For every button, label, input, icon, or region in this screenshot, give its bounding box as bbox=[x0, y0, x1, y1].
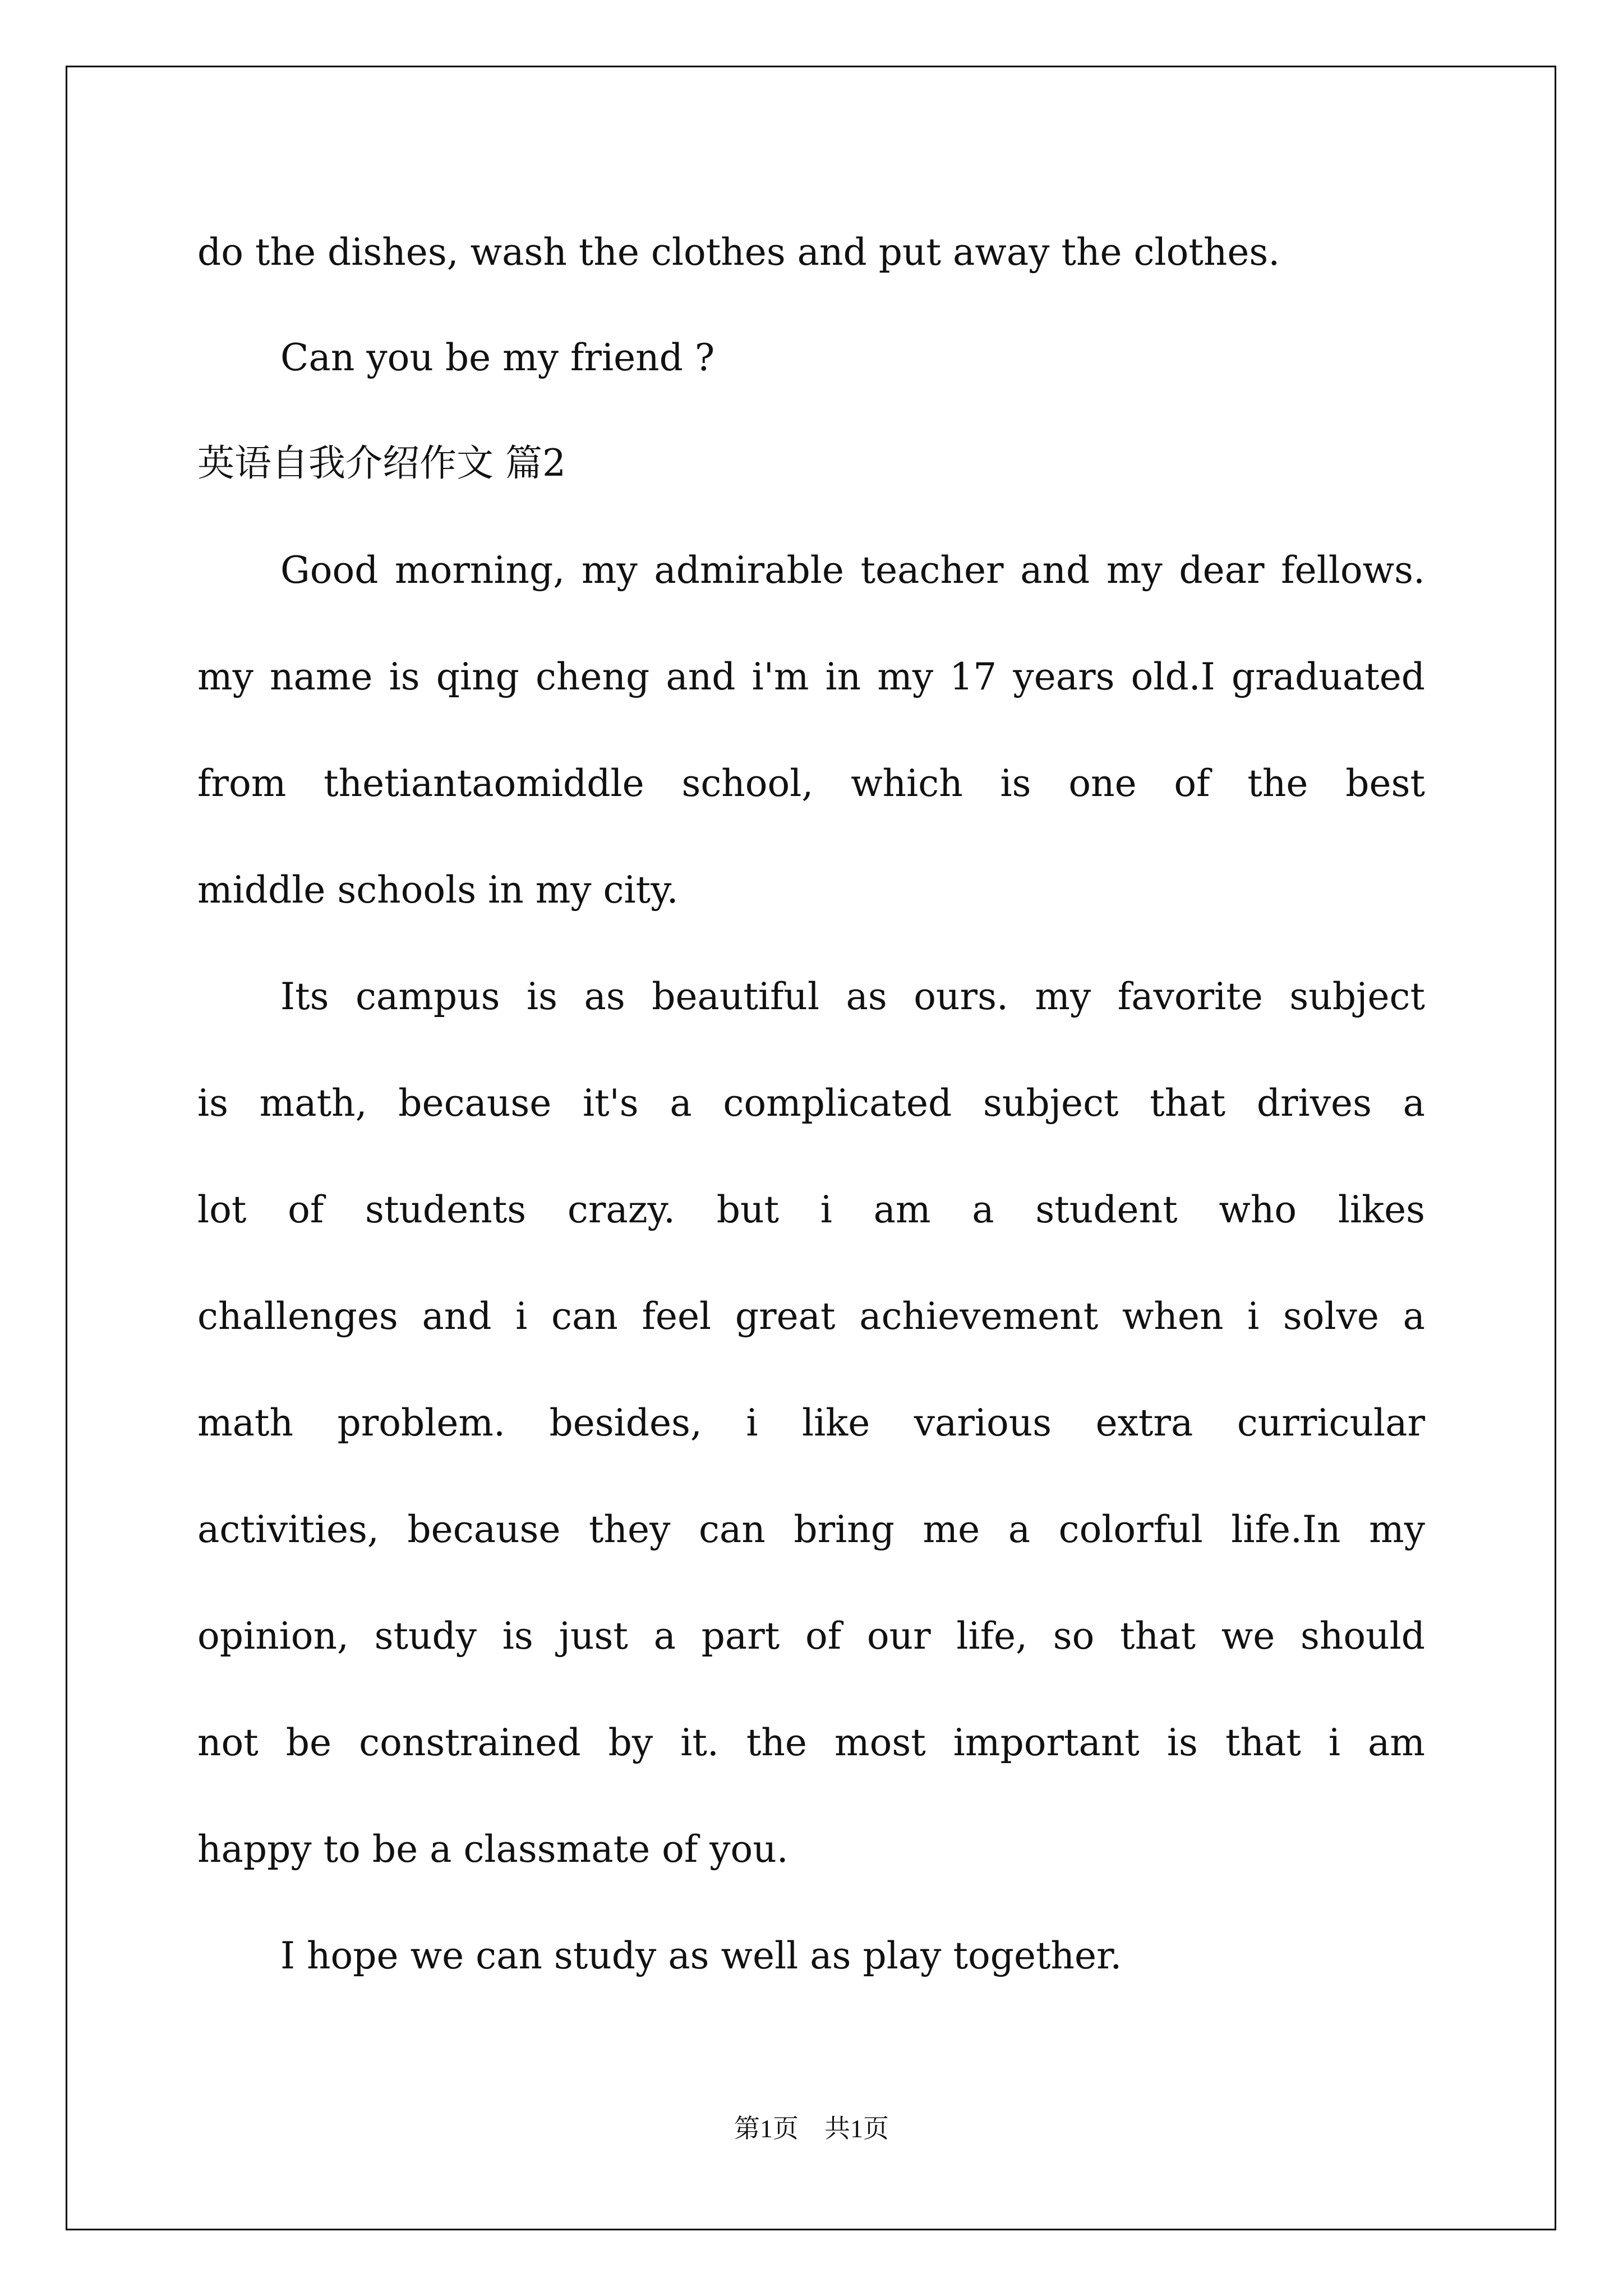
page-number-current: 第1页 bbox=[734, 2114, 799, 2143]
section-heading: 英语自我介绍作文 篇2 bbox=[197, 441, 566, 485]
body-line-5: from thetiantaomiddle school, which is one of the best bbox=[197, 762, 1425, 805]
page-border bbox=[66, 66, 1556, 2230]
page-footer bbox=[0, 2112, 1623, 2146]
body-line-12: activities, because they can bring me a colorful life.In my bbox=[197, 1508, 1425, 1551]
body-line-7: Its campus is as beautiful as ours. my favorite subject bbox=[280, 975, 1425, 1018]
body-line-13: opinion, study is just a part of our life, so that we should bbox=[197, 1614, 1425, 1658]
body-line-6: middle schools in my city. bbox=[197, 868, 679, 912]
body-line-15: happy to be a classmate of you. bbox=[197, 1828, 789, 1871]
body-line-1: do the dishes, wash the clothes and put away the clothes. bbox=[197, 231, 1280, 274]
body-line-10: challenges and i can feel great achievement when i solve a bbox=[197, 1295, 1425, 1338]
body-line-9: lot of students crazy. but i am a student who likes bbox=[197, 1188, 1425, 1231]
body-line-8: is math, because it's a complicated subject that drives a bbox=[197, 1082, 1425, 1125]
body-line-14: not be constrained by it. the most important is that i am bbox=[197, 1721, 1425, 1764]
body-line-11: math problem. besides, i like various extra curricular bbox=[197, 1401, 1425, 1444]
body-line-2: Can you be my friend ? bbox=[280, 336, 715, 379]
page-number-total: 共1页 bbox=[824, 2114, 889, 2143]
body-line-4: my name is qing cheng and i'm in my 17 years old.I graduated bbox=[197, 655, 1425, 698]
body-line-16: I hope we can study as well as play together. bbox=[280, 1934, 1122, 1977]
body-line-3: Good morning, my admirable teacher and my dear fellows. bbox=[280, 549, 1425, 592]
